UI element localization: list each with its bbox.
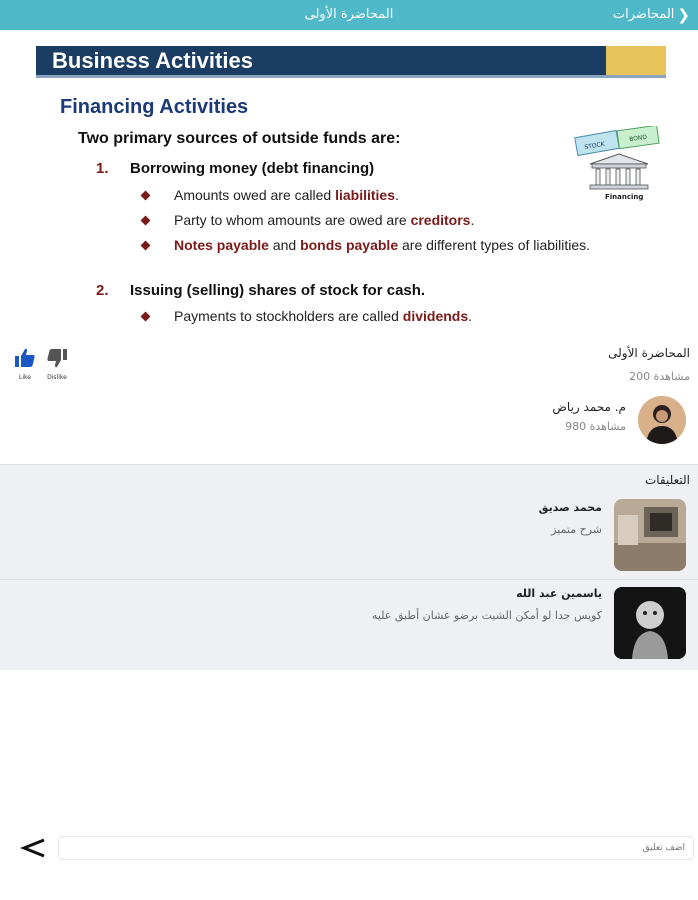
item-text: Issuing (selling) shares of stock for cash. [130,282,426,299]
svg-text:STOCK: STOCK [584,140,606,152]
slide-subtitle: Financing Activities [60,96,249,118]
like-button[interactable] [10,348,40,381]
commenter-name: محمد صديق [538,501,602,514]
item-number: 2. [96,282,109,299]
author-avatar[interactable] [638,396,686,444]
send-icon[interactable] [20,836,48,860]
slide-item-2 [96,282,425,299]
thumbs-up-icon [14,348,36,368]
diamond-bullet-icon [141,312,151,322]
slide-item-1 [96,160,374,177]
financing-illustration [574,126,664,204]
chevron-left-icon: ❮ [677,6,690,24]
comment-text: شرح متميز [551,523,602,536]
like-label: Like [19,374,31,381]
page-title: المحاضرة الأولى [304,7,394,22]
slide-banner-title: Business Activities [52,48,253,73]
banner-accent [606,46,666,75]
item-text: Borrowing money (debt financing) [130,160,375,177]
thumbs-down-icon [46,348,68,368]
lecture-info [0,340,698,464]
author-name[interactable]: م. محمد رياض [552,400,626,414]
item-number: 1. [96,160,109,177]
lecture-title: المحاضرة الأولى [608,346,690,360]
divider [0,579,698,580]
author-views: 980 مشاهدة [565,420,626,433]
back-label: المحاضرات [612,7,675,22]
dislike-button[interactable] [42,348,72,381]
slide-banner [36,46,666,78]
dislike-label: Dislike [47,374,67,381]
diamond-bullet-icon [141,216,151,226]
comment-text: كويس جدا لو أمكن الشيت برضو عشان أطبق عليه [371,609,602,622]
comment-input[interactable] [58,836,694,860]
comments-heading: التعليقات [644,473,690,487]
svg-text:BOND: BOND [628,133,648,144]
svg-text:Financing: Financing [605,193,644,201]
commenter-avatar[interactable] [614,499,686,571]
commenter-name: ياسمين عبد الله [516,587,602,600]
lecture-views: 200 مشاهدة [629,370,690,383]
diamond-bullet-icon [141,241,151,251]
comments-section [0,464,698,670]
top-bar [0,0,698,30]
slide-lead: Two primary sources of outside funds are: [78,130,401,147]
back-button[interactable] [613,0,690,30]
lecture-slide[interactable]: Business Activities Financing Activities Two primary sources of outside funds are: 1. Borrowing money (debt financing) Amounts owed are called liabilities. Party to whom amounts are owed are creditors. Notes payable and bonds payable are different types of liabilities. 2. Issuing (selling) shares of stock for cash. Payments to stockholders are called dividends. STOCK BOND Financing [0,30,698,340]
diamond-bullet-icon [141,191,151,201]
commenter-avatar[interactable] [614,587,686,659]
